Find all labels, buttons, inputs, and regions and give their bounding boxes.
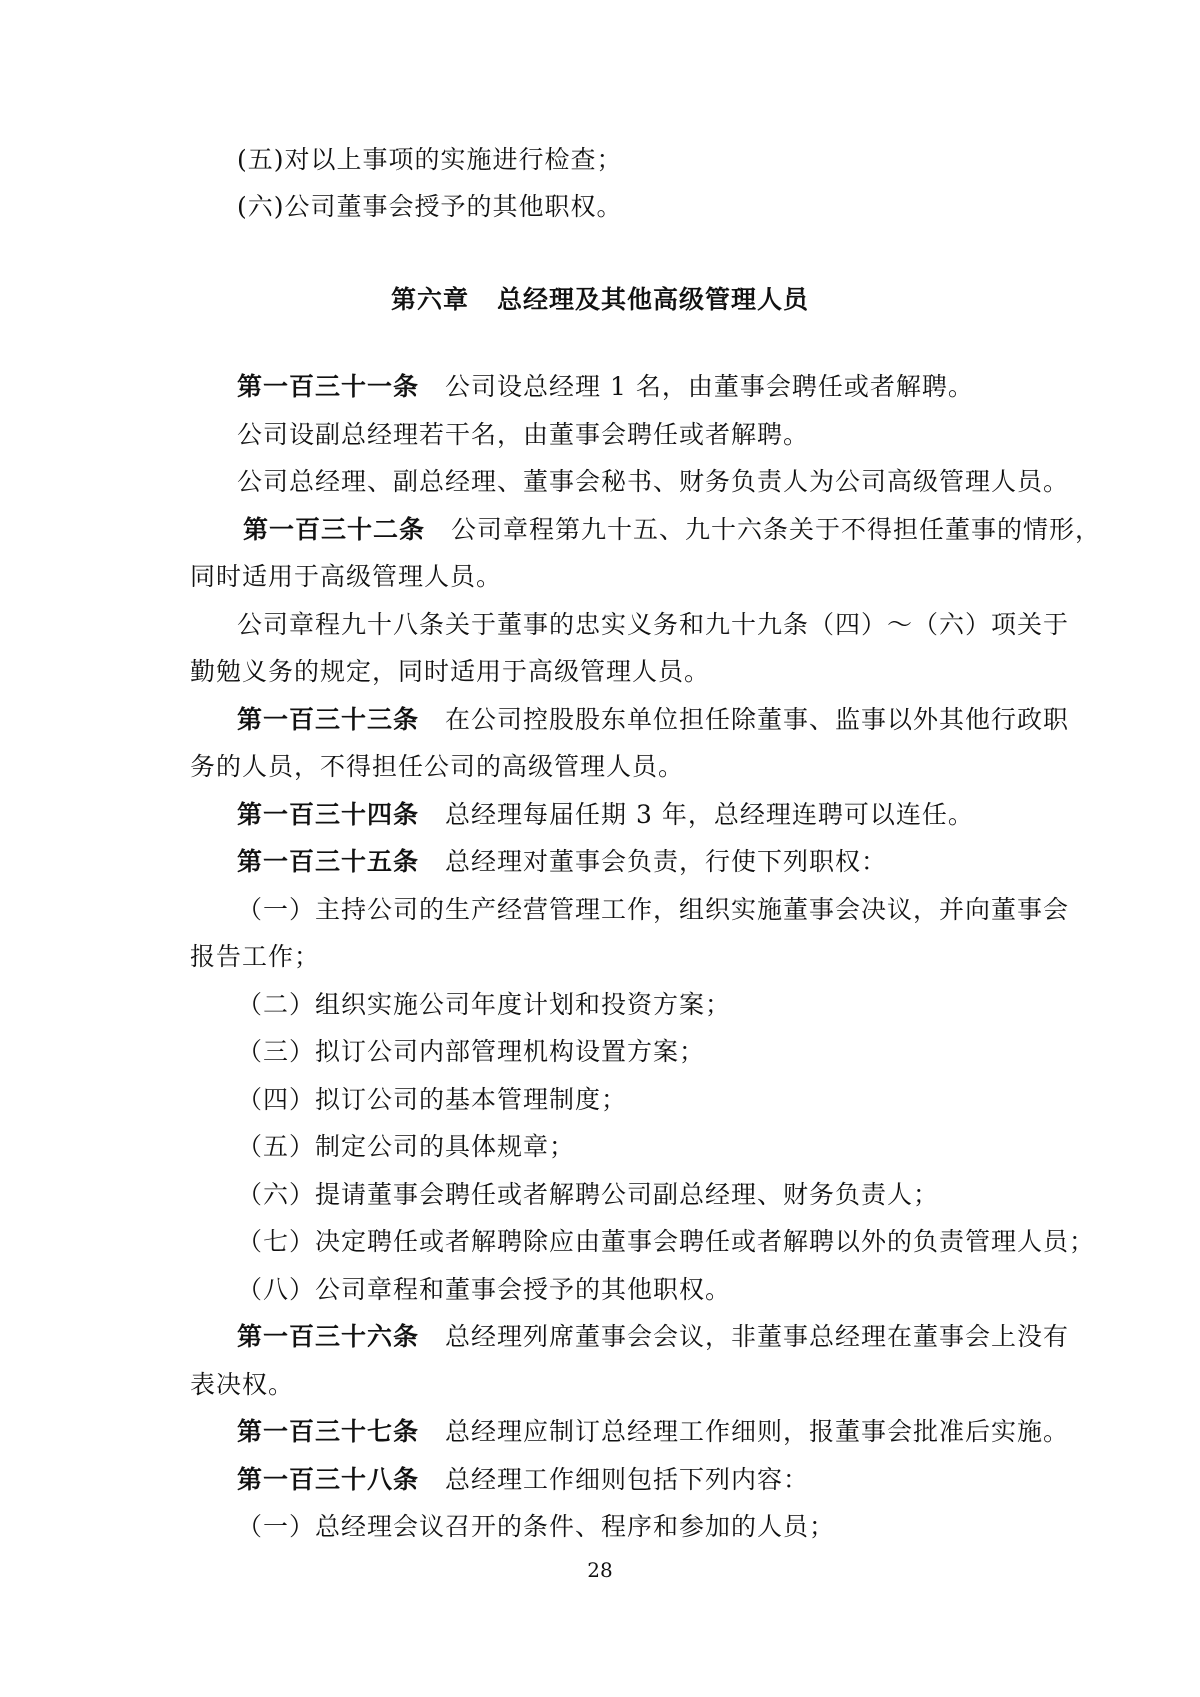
list-item: （一）总经理会议召开的条件、程序和参加的人员；	[237, 1512, 836, 1541]
chapter-number: 第六章	[390, 285, 469, 314]
page-number: 28	[587, 1558, 613, 1582]
article-text: 总经理工作细则包括下列内容：	[445, 1465, 810, 1494]
article-135	[237, 847, 887, 877]
paragraph: 公司设副总经理若干名，由董事会聘任或者解聘。	[237, 420, 810, 449]
article-label: 第一百三十五条	[237, 847, 420, 876]
list-item: （四）拟订公司的基本管理制度；	[237, 1085, 628, 1114]
article-134	[237, 800, 974, 830]
paragraph-continuation: 同时适用于高级管理人员。	[190, 562, 503, 591]
list-item: (五)对以上事项的实施进行检查；	[237, 145, 623, 174]
article-text: 公司章程第九十五、九十六条关于不得担任董事的情形，	[451, 515, 1102, 544]
list-item: (六)公司董事会授予的其他职权。	[237, 192, 623, 221]
list-item: （二）组织实施公司年度计划和投资方案；	[237, 990, 732, 1019]
article-label: 第一百三十七条	[237, 1417, 420, 1446]
paragraph: 公司总经理、副总经理、董事会秘书、财务负责人为公司高级管理人员。	[237, 467, 1070, 496]
article-text: 公司设总经理 1 名，由董事会聘任或者解聘。	[445, 372, 974, 401]
list-item: （七）决定聘任或者解聘除应由董事会聘任或者解聘以外的负责管理人员；	[237, 1227, 1096, 1256]
list-item: （三）拟订公司内部管理机构设置方案；	[237, 1037, 706, 1066]
article-text: 总经理应制订总经理工作细则，报董事会批准后实施。	[445, 1417, 1070, 1446]
article-label: 第一百三十一条	[237, 372, 420, 401]
article-label: 第一百三十四条	[237, 800, 420, 829]
list-item: （八）公司章程和董事会授予的其他职权。	[237, 1275, 732, 1304]
article-text: 总经理每届任期 3 年，总经理连聘可以连任。	[445, 800, 974, 829]
list-item: （六）提请董事会聘任或者解聘公司副总经理、财务负责人；	[237, 1180, 940, 1209]
article-133	[237, 705, 1069, 735]
list-item-continuation: 报告工作；	[190, 942, 321, 971]
chapter-title: 总经理及其他高级管理人员	[497, 285, 810, 314]
article-131	[237, 372, 974, 402]
article-label: 第一百三十二条	[243, 515, 426, 544]
article-text: 总经理对董事会负责，行使下列职权：	[445, 847, 888, 876]
article-text: 总经理列席董事会会议，非董事总经理在董事会上没有	[445, 1322, 1070, 1351]
article-137	[237, 1417, 1069, 1447]
paragraph-continuation: 勤勉义务的规定，同时适用于高级管理人员。	[190, 657, 711, 686]
article-label: 第一百三十八条	[237, 1465, 420, 1494]
article-text: 在公司控股股东单位担任除董事、监事以外其他行政职	[445, 705, 1070, 734]
article-label: 第一百三十三条	[237, 705, 420, 734]
article-136	[237, 1322, 1069, 1352]
paragraph-continuation: 表决权。	[190, 1370, 295, 1399]
article-132	[243, 515, 1101, 545]
paragraph-continuation: 务的人员，不得担任公司的高级管理人员。	[190, 752, 685, 781]
paragraph: 公司章程九十八条关于董事的忠实义务和九十九条（四）～（六）项关于	[237, 610, 1070, 639]
article-138	[237, 1465, 809, 1495]
article-label: 第一百三十六条	[237, 1322, 420, 1351]
list-item: （一）主持公司的生产经营管理工作，组织实施董事会决议，并向董事会	[237, 895, 1070, 924]
list-item: （五）制定公司的具体规章；	[237, 1132, 576, 1161]
chapter-heading	[0, 285, 1200, 315]
